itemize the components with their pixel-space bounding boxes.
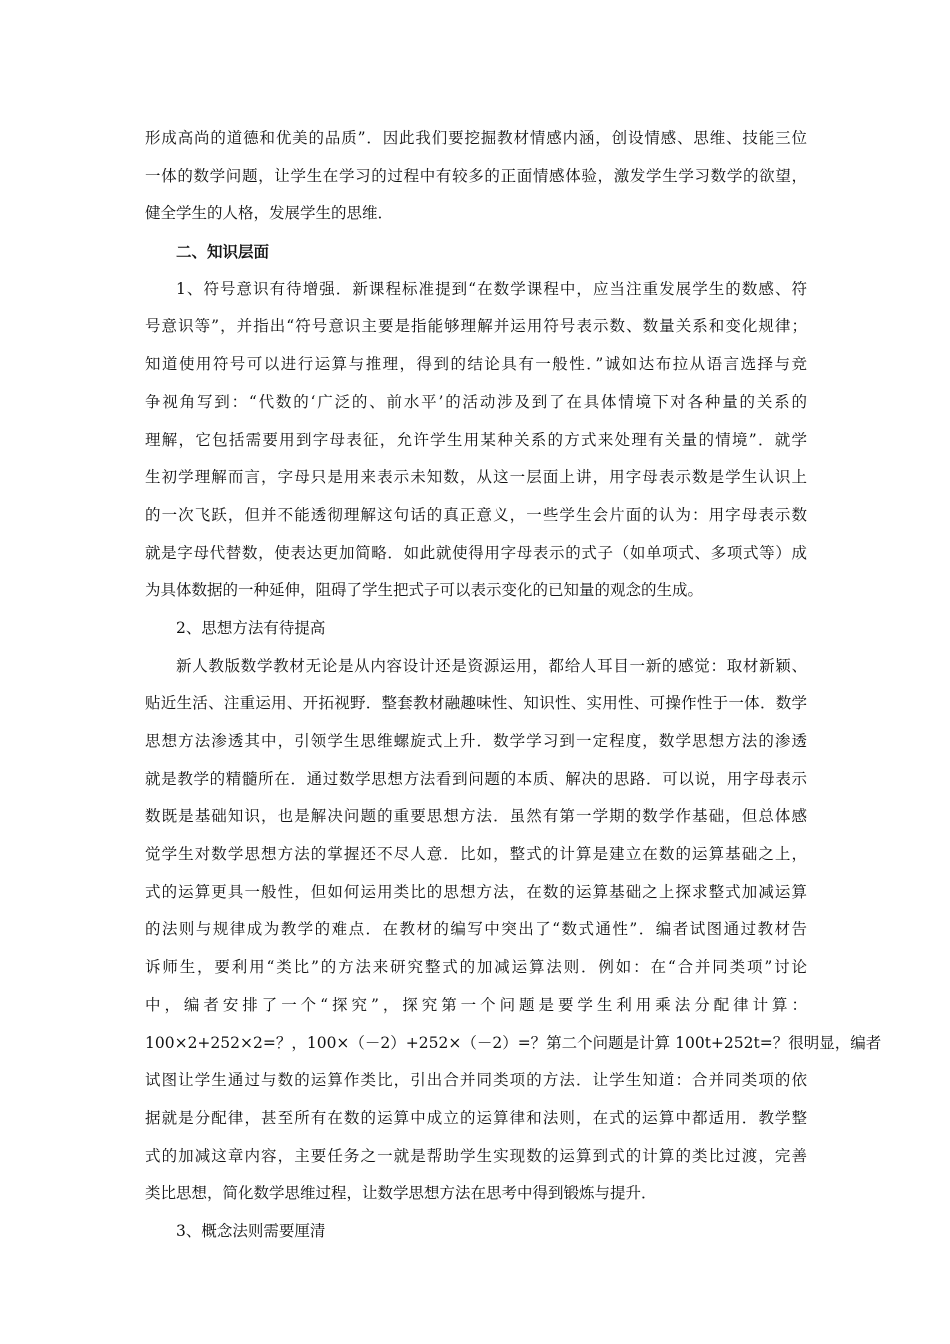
text-line: 理解，它包括需要用到字母表征，允许学生用某种关系的方式来处理有关量的情境”．就学	[145, 430, 807, 449]
text-line: 的一次飞跃，但并不能透彻理解这句话的真正意义，一些学生会片面的认为：用字母表示数	[145, 505, 807, 524]
text-line: 争视角写到：“代数的‘广泛的、前水平’的活动涉及到了在具体情境下对各种量的关系的	[145, 392, 807, 411]
text-line: 类比思想，简化数学思维过程，让数学思想方法在思考中得到锻炼与提升．	[145, 1184, 657, 1203]
text-line: 贴近生活、注重运用、开拓视野．整套教材融趣味性、知识性、实用性、可操作性于一体．数学	[145, 694, 807, 713]
section-heading: 二、知识层面	[176, 242, 270, 262]
text-line: 觉学生对数学思想方法的掌握还不尽人意．比如，整式的计算是建立在数的运算基础之上，	[145, 845, 807, 864]
text-line: 就是教学的精髓所在．通过数学思想方法看到问题的本质、解决的思路．可以说，用字母表示	[145, 769, 807, 788]
text-line: 式的加减这章内容，主要任务之一就是帮助学生实现数的运算到式的计算的类比过渡，完善	[145, 1146, 807, 1165]
text-line: 试图让学生通过与数的运算作类比，引出合并同类项的方法．让学生知道：合并同类项的依	[145, 1071, 807, 1090]
text-line: 新人教版数学教材无论是从内容设计还是资源运用，都给人耳目一新的感觉：取材新颖、	[176, 656, 807, 675]
text-line: 思想方法渗透其中，引领学生思维螺旋式上升．数学学习到一定程度，数学思想方法的渗透	[145, 732, 807, 750]
text-line: 数既是基础知识，也是解决问题的重要思想方法．虽然有第一学期的数学作基础，但总体感	[145, 807, 807, 826]
text-line: 据就是分配律，甚至所有在数的运算中成立的运算律和法则，在式的运算中都适用．教学整	[145, 1108, 807, 1127]
text-line: 1、符号意识有待增强．新课程标准提到“在数学课程中，应当注重发展学生的数感、符	[176, 279, 807, 298]
text-line: 形成高尚的道德和优美的品质”．因此我们要挖掘教材情感内涵，创设情感、思维、技能三位	[145, 129, 807, 147]
text-line: 为具体数据的一种延伸，阻碍了学生把式子可以表示变化的已知量的观念的生成。	[145, 581, 704, 600]
text-line: 生初学理解而言，字母只是用来表示未知数，从这一层面上讲，用字母表示数是学生认识上	[145, 468, 807, 487]
text-line: 健全学生的人格，发展学生的思维．	[145, 204, 394, 223]
text-line: 2、思想方法有待提高	[176, 618, 326, 637]
text-line: 3、概念法则需要厘清	[176, 1221, 326, 1240]
text-line: 诉师生，要利用“类比”的方法来研究整式的加减运算法则．例如：在“合并同类项”讨论	[145, 958, 807, 977]
text-line: 号意识等”，并指出“符号意识主要是指能够理解并运用符号表示数、数量关系和变化规律；	[145, 317, 807, 336]
text-line: 就是字母代替数，使表达更加简略．如此就使得用字母表示的式子（如单项式、多项式等）成	[145, 543, 807, 562]
text-line: 一体的数学问题，让学生在学习的过程中有较多的正面情感体验，激发学生学习数学的欲望，	[145, 166, 807, 185]
text-line: 中，编者安排了一个“探究”，探究第一个问题是要学生利用乘法分配律计算：	[145, 995, 807, 1014]
document-body	[145, 120, 882, 1251]
text-line: 式的运算更具一般性，但如何运用类比的思想方法，在数的运算基础之上探求整式加减运算	[145, 882, 807, 901]
text-line: 100×2+252×2=？，100×（－2）+252×（－2）=？第二个问题是计算 100t+252t=？很明显，编者	[145, 1033, 882, 1052]
text-line: 知道使用符号可以进行运算与推理，得到的结论具有一般性．”诚如达布拉从语言选择与竞	[145, 355, 807, 374]
text-line: 的法则与规律成为教学的难点．在教材的编写中突出了“数式通性”．编者试图通过教材告	[145, 920, 807, 939]
